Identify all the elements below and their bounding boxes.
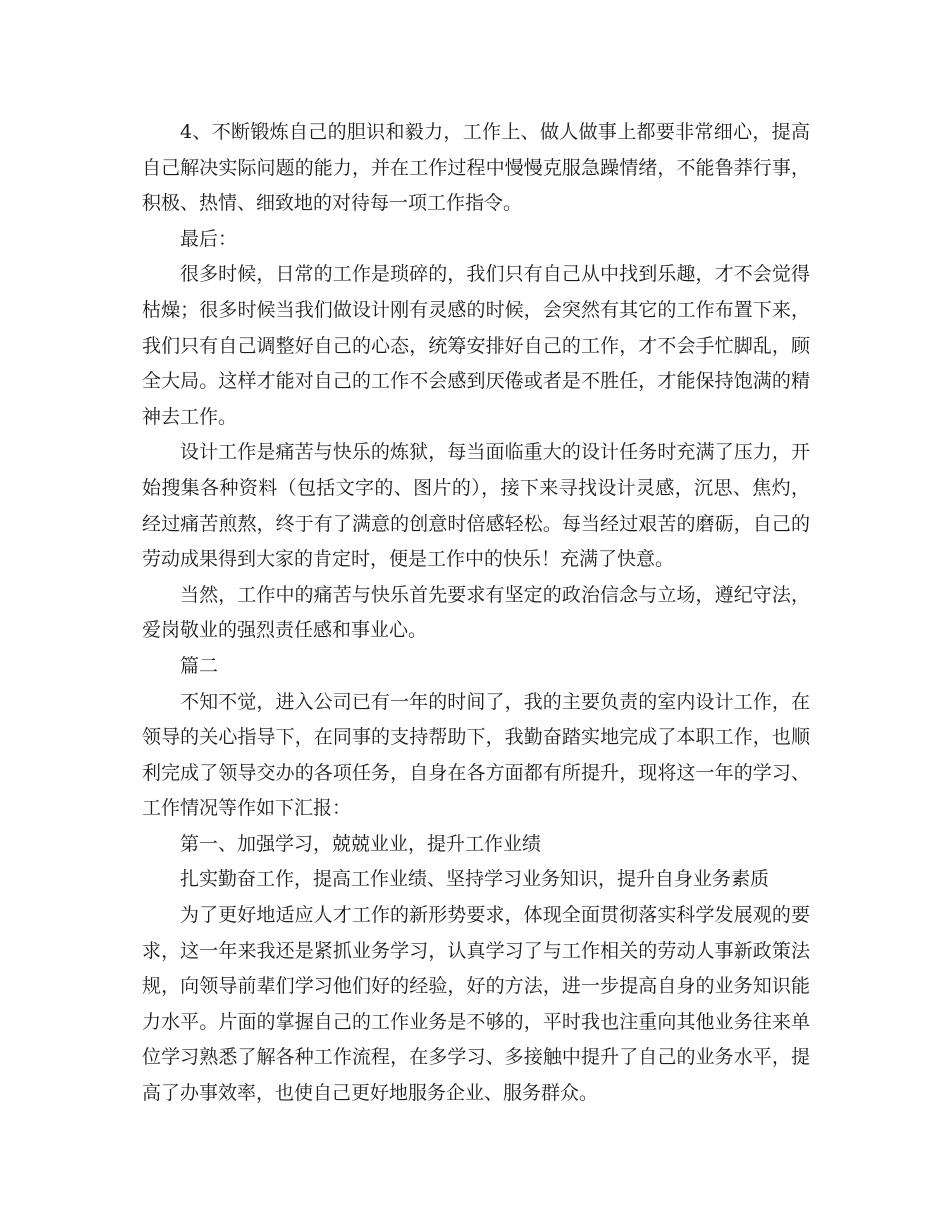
paragraph-daily-work: 很多时候，日常的工作是琐碎的，我们只有自己从中找到乐趣，才不会觉得枯燥；很多时候当我们做设计刚有灵感的时候，会突然有其它的工作布置下来，我们只有自己调整好自己的心态，统筹安排好自己的工作，才不会手忙脚乱，顾全大局。这样才能对自己的工作不会感到厌倦或者是不胜任，才能保持饱满的精神去工作。 xyxy=(142,263,810,428)
paragraph-one-year-intro: 不知不觉，进入公司已有一年的时间了，我的主要负责的室内设计工作，在领导的关心指导下，在同事的支持帮助下，我勤奋踏实地完成了本职工作，也顺利完成了领导交办的各项任务，自身在各方面都有所提升，现将这一年的学习、工作情况等作如下汇报： xyxy=(142,690,810,820)
document-page xyxy=(142,115,810,1112)
paragraph-design-work: 设计工作是痛苦与快乐的炼狱，每当面临重大的设计任务时充满了压力，开始搜集各种资料（包括文字的、图片的），接下来寻找设计灵感，沉思、焦灼，经过痛苦煎熬，终于有了满意的创意时倍感轻松。每当经过艰苦的磨砺，自己的劳动成果得到大家的肯定时，便是工作中的快乐！充满了快意。 xyxy=(142,441,810,571)
paragraph-finally-heading: 最后： xyxy=(180,227,238,250)
paragraph-political-belief: 当然，工作中的痛苦与快乐首先要求有坚定的政治信念与立场，遵纪守法，爱岗敬业的强烈责任感和事业心。 xyxy=(142,583,810,642)
section-heading-part-two: 篇二 xyxy=(180,654,219,677)
paragraph-item-4-courage: 4、不断锻炼自己的胆识和毅力，工作上、做人做事上都要非常细心，提高自己解决实际问题的能力，并在工作过程中慢慢克服急躁情绪，不能鲁莽行事，积极、热情、细致地的对待每一项工作指令。 xyxy=(142,121,810,215)
paragraph-study-requirements: 为了更好地适应人才工作的新形势要求，体现全面贯彻落实科学发展观的要求，这一年来我还是紧抓业务学习，认真学习了与工作相关的劳动人事新政策法规，向领导前辈们学习他们好的经验，好的方法，进一步提高自身的业务知识能力水平。片面的掌握自己的工作业务是不够的，平时我也注重向其他业务往来单位学习熟悉了解各种工作流程，在多学习、多接触中提升了自己的业务水平，提高了办事效率，也使自己更好地服务企业、服务群众。 xyxy=(142,904,810,1105)
subheading-first-strengthen-learning: 第一、加强学习，兢兢业业，提升工作业绩 xyxy=(180,832,542,855)
subheading-solid-work: 扎实勤奋工作，提高工作业绩、坚持学习业务知识，提升自身业务素质 xyxy=(180,868,770,891)
